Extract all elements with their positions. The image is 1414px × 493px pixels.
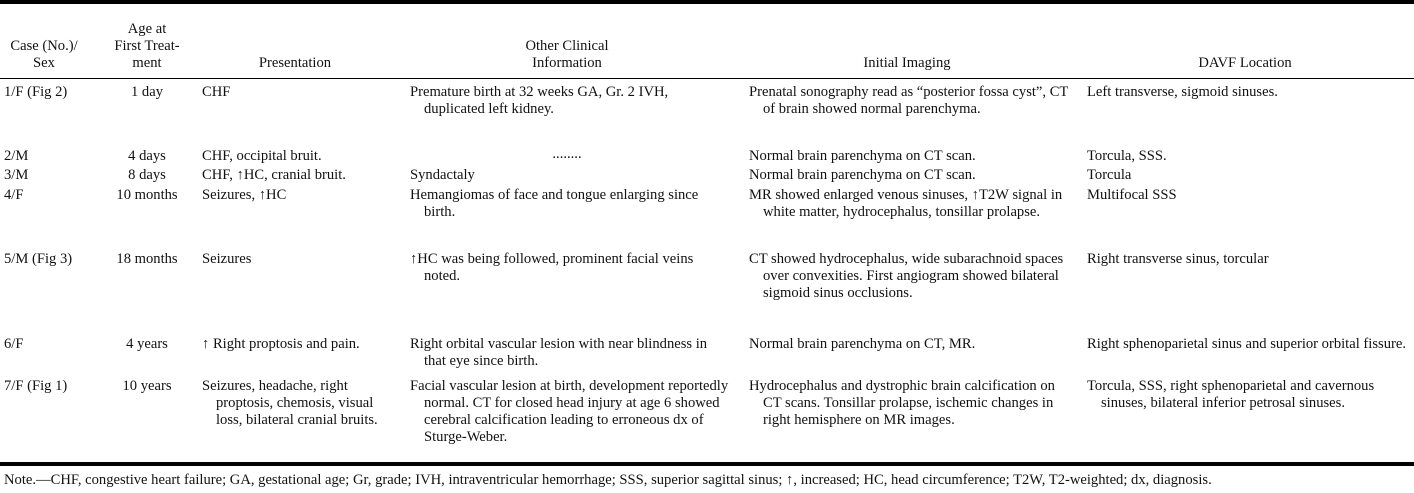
table-cell-location: Torcula, SSS. — [1087, 148, 1167, 164]
table-cell-location: Right transverse sinus, torcular — [1087, 251, 1269, 267]
table-cell-case: 1/F (Fig 2) — [4, 84, 68, 100]
table-cell-age: 8 days — [128, 167, 166, 183]
table-cell-age: 18 months — [116, 251, 178, 267]
table-cell-age: 1 day — [130, 84, 164, 100]
header-davf-location: DAVF Location — [1198, 55, 1292, 71]
table-cell-other: Premature birth at 32 weeks GA, Gr. 2 IVH, duplicated left kidney. — [410, 84, 669, 117]
table-cell-age: 10 years — [122, 378, 172, 394]
table-cell-location: Right sphenoparietal sinus and superior orbital fissure. — [1087, 336, 1406, 352]
table-cell-other: ↑HC was being followed, prominent facial veins noted. — [410, 251, 694, 284]
table-cell-case: 7/F (Fig 1) — [4, 378, 68, 394]
table-cell-other: Syndactaly — [410, 167, 475, 183]
header-presentation: Presentation — [258, 55, 332, 71]
table-cell-other-empty: ........ — [552, 146, 582, 162]
table-cell-presentation: CHF, ↑HC, cranial bruit. — [202, 167, 346, 183]
table-cell-presentation: CHF — [202, 84, 231, 100]
table-cell-location: Multifocal SSS — [1087, 187, 1177, 203]
table-cell-location: Left transverse, sigmoid sinuses. — [1087, 84, 1278, 100]
table-cell-imaging: Normal brain parenchyma on CT scan. — [749, 148, 976, 164]
table-cell-presentation: Seizures, headache, right proptosis, chemosis, visual loss, bilateral cranial bruits. — [202, 378, 378, 428]
table-cell-imaging: Normal brain parenchyma on CT, MR. — [749, 336, 976, 352]
table-cell-imaging: Prenatal sonography read as “posterior fossa cyst”, CT of brain showed normal parenchyma. — [749, 84, 1069, 117]
table-cell-imaging: Hydrocephalus and dystrophic brain calcification on CT scans. Tonsillar prolapse, ischemic changes in right hemisphere on MR images. — [749, 378, 1055, 428]
header-initial-imaging: Initial Imaging — [863, 55, 951, 71]
table-cell-imaging: CT showed hydrocephalus, wide subarachnoid spaces over convexities. First angiogram showed bilateral sigmoid sinus occlusions. — [749, 251, 1064, 301]
table-cell-imaging: Normal brain parenchyma on CT scan. — [749, 167, 976, 183]
table-cell-location: Torcula, SSS, right sphenoparietal and cavernous sinuses, bilateral inferior petrosal sinuses. — [1087, 378, 1375, 411]
table-cell-presentation: CHF, occipital bruit. — [202, 148, 322, 164]
header-case: Case (No.)/ Sex — [10, 38, 78, 71]
table-cell-case: 2/M — [4, 148, 29, 164]
table-cell-age: 4 days — [128, 148, 166, 164]
table-cell-age: 4 years — [126, 336, 168, 352]
table-cell-other: Right orbital vascular lesion with near blindness in that eye since birth. — [410, 336, 708, 369]
table-cell-case: 4/F — [4, 187, 24, 203]
table-cell-age: 10 months — [116, 187, 178, 203]
table-cell-case: 3/M — [4, 167, 29, 183]
table-cell-presentation: Seizures, ↑HC — [202, 187, 287, 203]
table-cell-imaging: MR showed enlarged venous sinuses, ↑T2W signal in white matter, hydrocephalus, tonsillar prolapse. — [749, 187, 1063, 220]
table-cell-other: Facial vascular lesion at birth, development reportedly normal. CT for closed head injury at age 6 showed cerebral calcification leading to erroneous dx of Sturge-Weber. — [410, 378, 729, 445]
table-cell-other: Hemangiomas of face and tongue enlarging since birth. — [410, 187, 699, 220]
header-age: Age at First Treat- ment — [114, 21, 180, 71]
header-rule — [0, 78, 1414, 79]
bottom-rule — [0, 462, 1414, 466]
table-cell-case: 6/F — [4, 336, 24, 352]
table-cell-location: Torcula — [1087, 167, 1132, 183]
header-other-clinical: Other Clinical Information — [525, 38, 609, 71]
table-cell-presentation: Seizures — [202, 251, 252, 267]
table-cell-case: 5/M (Fig 3) — [4, 251, 73, 267]
table-cell-presentation: ↑ Right proptosis and pain. — [202, 336, 360, 352]
table-footnote: Note.—CHF, congestive heart failure; GA, gestational age; Gr, grade; IVH, intraventricular hemorrhage; SSS, superior sagittal sinus; ↑, increased; HC, head circumference; T2W, T2-weighted; dx, diagnosis. — [4, 472, 1212, 488]
